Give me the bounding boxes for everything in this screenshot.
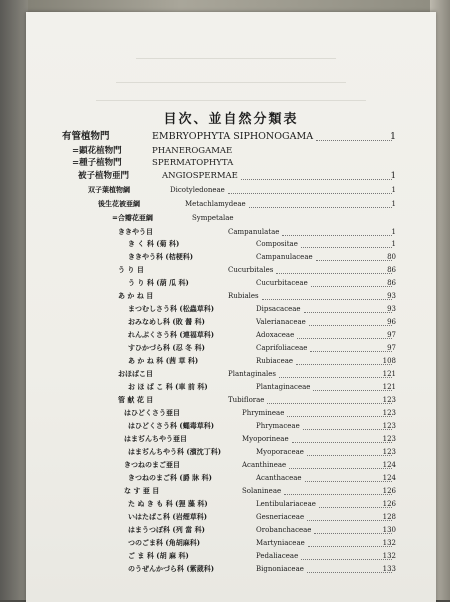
toc-entry-latin: Rubiaceae — [256, 357, 294, 365]
toc-entry-latin: Campanulaceae — [256, 253, 313, 261]
toc-entry-japanese: お ほ ば こ 科 (車 前 科) — [128, 382, 208, 391]
toc-entry-page-number: 86 — [387, 279, 396, 287]
toc-entry-page-number: 121 — [382, 383, 396, 391]
toc-entry-page-number: 123 — [382, 422, 396, 430]
toc-entry-latin: Orobanchaceae — [256, 526, 312, 534]
toc-entry-japanese: ご ま 科 (胡 麻 科) — [128, 551, 189, 560]
toc-entry-page-number: 123 — [382, 396, 396, 404]
toc-entry-page-number: 1 — [391, 240, 396, 248]
bleed-through-line — [96, 100, 366, 101]
toc-entry-latin: Plantaginaceae — [256, 383, 311, 391]
toc-entry-japanese: きつねのまご科 (爵 牀 科) — [128, 473, 212, 482]
toc-entry-latin: Sympetalae — [192, 214, 234, 222]
toc-entry-page-number: 132 — [382, 552, 396, 560]
toc-entry-page-number: 123 — [382, 448, 396, 456]
toc-entry-japanese: ききやう科 (桔梗科) — [128, 252, 194, 261]
toc-entry-page-number: 124 — [382, 474, 396, 482]
toc-entry-latin: Martyniaceae — [256, 539, 305, 547]
toc-entry-japanese: 後生花被亜綱 — [98, 199, 140, 208]
toc-entry-latin: Dipsacaceae — [256, 305, 301, 313]
toc-entry-latin: Dicotyledoneae — [170, 186, 225, 194]
toc-entry-latin: Cucurbitaceae — [256, 279, 308, 287]
toc-entry — [26, 145, 436, 157]
toc-entry-japanese: れんぷくさう科 (連福草科) — [128, 330, 215, 339]
toc-entry-latin: Phrymaceae — [256, 422, 300, 430]
toc-entry-japanese: はひどくさう亜目 — [124, 408, 180, 417]
toc-entry-japanese: き く 科 (菊 科) — [128, 239, 180, 248]
toc-entry-page-number: 93 — [387, 305, 396, 313]
toc-entry-japanese: 有管植物門 — [62, 131, 110, 142]
toc-entry-japanese: =顕花植物門 — [72, 146, 122, 156]
toc-entry-page-number: 124 — [382, 461, 396, 469]
toc-entry-latin: Campanulatae — [228, 228, 280, 236]
toc-entry-japanese: あ か ね 目 — [118, 291, 154, 300]
toc-entry-japanese: おみなめし科 (敗 醤 科) — [128, 317, 205, 326]
bleed-through-line — [116, 82, 346, 83]
bleed-through-line — [136, 58, 336, 59]
toc-entry-japanese: つのごま科 (角胡麻科) — [128, 538, 201, 547]
toc-entry-latin: SPERMATOPHYTA — [152, 158, 234, 168]
toc-entry-latin: Phrymineae — [242, 409, 285, 417]
dot-leader — [241, 167, 392, 180]
toc-entry — [26, 131, 436, 143]
toc-entry-page-number: 97 — [387, 331, 396, 339]
toc-entry-page-number: 121 — [382, 370, 396, 378]
toc-entry-japanese: 被子植物亜門 — [78, 171, 130, 181]
toc-entry-japanese: きつねのまご亜目 — [124, 460, 180, 469]
toc-entry-latin: Acanthineae — [242, 461, 287, 469]
toc-entry-page-number: 1 — [389, 131, 396, 142]
toc-entry-latin: Valerianaceae — [256, 318, 306, 326]
toc-entry-latin: Compositae — [256, 240, 298, 248]
dot-leader — [249, 195, 392, 208]
toc-entry-japanese: いはたばこ科 (岩煙草科) — [128, 512, 208, 521]
toc-entry-latin: EMBRYOPHYTA SIPHONOGAMA — [152, 131, 314, 142]
toc-entry-page-number: 93 — [387, 292, 396, 300]
toc-entry-latin: Rubiales — [228, 292, 259, 300]
toc-entry-page-number: 108 — [382, 357, 396, 365]
toc-entry-page-number: 97 — [387, 344, 396, 352]
toc-entry — [26, 563, 436, 575]
toc-entry-japanese: まつむしさう科 (松蟲草科) — [128, 304, 215, 313]
toc-entry-page-number: 126 — [382, 500, 396, 508]
toc-entry-japanese: う り 科 (葫 瓜 科) — [128, 278, 189, 287]
toc-entry-japanese: のうぜんかづら科 (紫葳科) — [128, 564, 215, 573]
toc-entry — [26, 198, 436, 210]
toc-entry-latin: Metachlamydeae — [185, 200, 246, 208]
toc-entry-japanese: はひどくさう科 (蠅毒草科) — [128, 421, 215, 430]
background-left — [0, 0, 28, 600]
toc-entry-latin: Solanineae — [242, 487, 282, 495]
toc-entry-page-number: 1 — [391, 186, 396, 194]
toc-entry-page-number: 80 — [387, 253, 396, 261]
toc-entry-japanese: 管 献 花 目 — [118, 395, 154, 404]
toc-entry-latin: Cucurbitales — [228, 266, 274, 274]
toc-entry-latin: Plantaginales — [228, 370, 276, 378]
toc-entry-page-number: 96 — [387, 318, 396, 326]
toc-entry-latin: Adoxaceae — [256, 331, 295, 339]
toc-entry-latin: Pedaliaceae — [256, 552, 299, 560]
toc-entry-japanese: ききやう目 — [118, 227, 153, 236]
toc-entry-latin: PHANEROGAMAE — [152, 146, 233, 156]
toc-entry-page-number: 126 — [382, 487, 396, 495]
toc-entry-japanese: 双子葉植物綱 — [88, 185, 130, 194]
toc-entry-page-number: 86 — [387, 266, 396, 274]
toc-entry-page-number: 130 — [382, 526, 396, 534]
toc-entry-japanese: =合瓣花亜綱 — [112, 213, 153, 222]
toc-entry-japanese: はまうつぼ科 (列 當 科) — [128, 525, 205, 534]
toc-entry-latin: Acanthaceae — [256, 474, 302, 482]
toc-entry-latin: Myoporaceae — [256, 448, 304, 456]
toc-entry-latin: Lentibulariaceae — [256, 500, 316, 508]
toc-entry-page-number: 132 — [382, 539, 396, 547]
toc-entry-japanese: =種子植物門 — [72, 158, 122, 168]
toc-entry-page-number: 123 — [382, 409, 396, 417]
toc-entry-page-number: 1 — [391, 228, 396, 236]
toc-entry-japanese: すひかづら科 (忍 冬 科) — [128, 343, 205, 352]
toc-entry-latin: Gesneriaceae — [256, 513, 305, 521]
toc-entry-japanese: あ か ね 科 (茜 草 科) — [128, 356, 199, 365]
toc-entry-page-number: 128 — [382, 513, 396, 521]
toc-entry-latin: ANGIOSPERMAE — [162, 171, 238, 181]
toc-entry-japanese: はまぢんちやう亜目 — [124, 434, 187, 443]
toc-entry-japanese: な す 亜 目 — [124, 486, 160, 495]
toc-entry-latin: Tubiflorae — [228, 396, 265, 404]
toc-entry-page-number: 133 — [382, 565, 396, 573]
toc-entry-japanese: う り 目 — [118, 265, 144, 274]
toc-entry-japanese: はまぢんちやう科 (濱沈丁科) — [128, 447, 222, 456]
toc-entry-page-number: 1 — [391, 200, 396, 208]
book-page — [26, 12, 436, 602]
toc-entry-latin: Bignoniaceae — [256, 565, 304, 573]
toc-entry-japanese: おほばこ目 — [118, 369, 153, 378]
toc-entry-japanese: た ぬ き も 科 (狸 藻 科) — [128, 499, 208, 508]
dot-leader — [228, 181, 392, 194]
toc-entry-latin: Myoporineae — [242, 435, 289, 443]
toc-entry-latin: Caprifoliaceae — [256, 344, 308, 352]
page-title: 目次、並自然分類表 — [163, 112, 299, 127]
toc-entry-page-number: 1 — [390, 171, 396, 181]
toc-entry-page-number: 123 — [382, 435, 396, 443]
